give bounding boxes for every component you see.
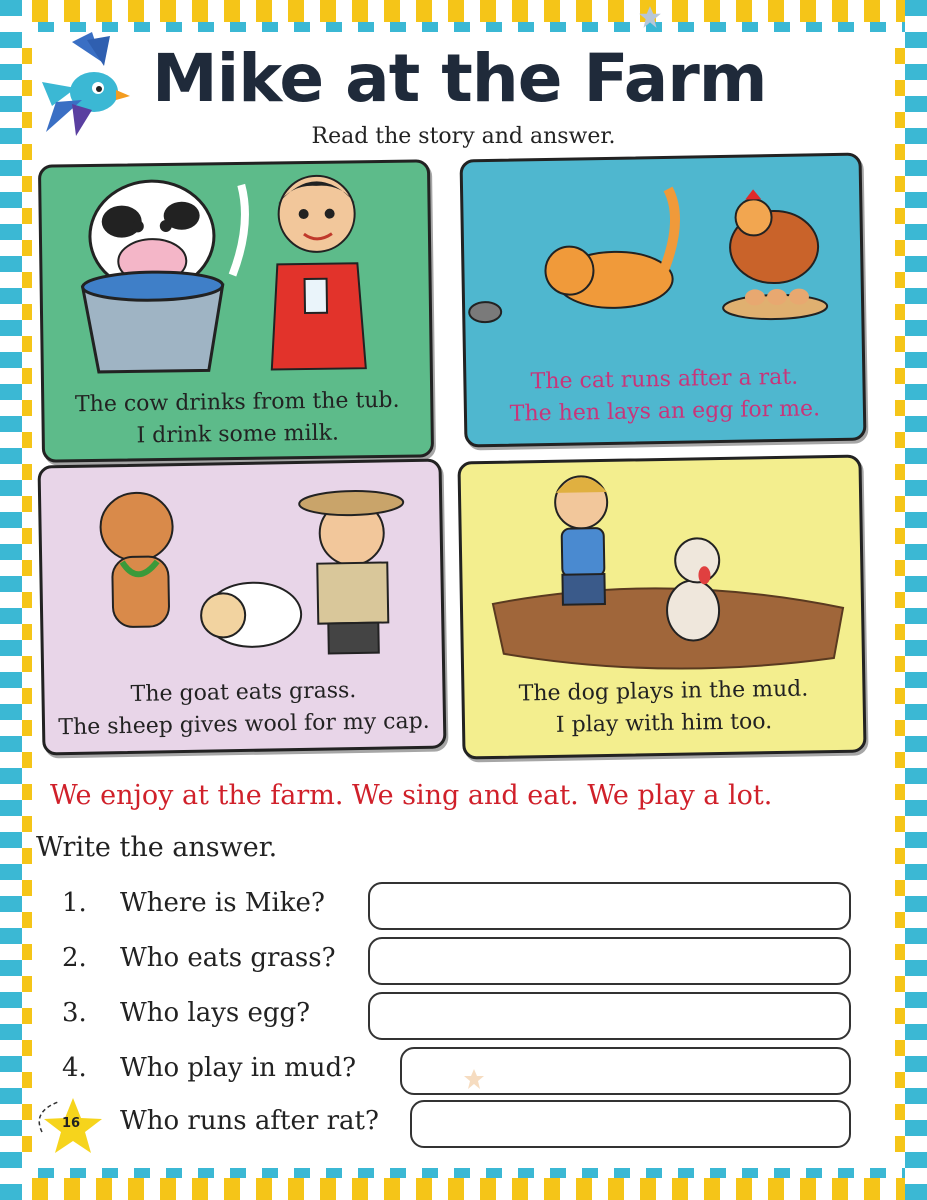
question-number: 1.	[62, 888, 87, 918]
question-row	[32, 992, 895, 1042]
star-icon	[637, 4, 663, 30]
panel-cow-line-2: I drink some milk.	[136, 420, 340, 449]
story-panel-cat	[460, 153, 867, 448]
question-text: Where is Mike?	[120, 888, 325, 918]
question-text: Who runs after rat?	[120, 1106, 379, 1136]
border-inner-left	[22, 32, 32, 1168]
story-panel-dog	[457, 454, 866, 759]
story-panel-cow	[38, 159, 434, 462]
story-summary: We enjoy at the farm. We sing and eat. We play a lot.	[50, 780, 773, 811]
question-row	[32, 937, 895, 987]
answer-box[interactable]	[368, 882, 851, 930]
question-number: 2.	[62, 943, 87, 973]
question-text: Who lays egg?	[120, 998, 311, 1028]
question-row	[32, 882, 895, 932]
question-number: 3.	[62, 998, 87, 1028]
page-title: Mike at the Farm	[152, 40, 767, 117]
page-subtitle: Read the story and answer.	[311, 124, 616, 149]
answer-box[interactable]	[368, 992, 851, 1040]
border-inner-top	[22, 22, 905, 32]
border-inner-bottom	[22, 1168, 905, 1178]
worksheet-page	[32, 32, 895, 1168]
answer-box[interactable]	[368, 937, 851, 985]
question-number: 4.	[62, 1053, 87, 1083]
panel-dog-line-1: The dog plays in the mud.	[518, 676, 809, 707]
border-left	[0, 0, 22, 1200]
border-top	[0, 0, 927, 22]
answer-box[interactable]	[410, 1100, 851, 1148]
instruction-heading: Write the answer.	[36, 832, 278, 863]
question-row	[32, 1100, 895, 1150]
border-right	[905, 0, 927, 1200]
question-text: Who play in mud?	[120, 1053, 357, 1083]
panel-cow-line-1: The cow drinks from the tub.	[74, 387, 400, 418]
star-icon	[462, 1067, 486, 1091]
page-number: 16	[62, 1116, 81, 1131]
question-text: Who eats grass?	[120, 943, 336, 973]
panel-goat-line-2: The sheep gives wool for my cap.	[58, 708, 430, 741]
border-bottom	[0, 1178, 927, 1200]
panel-cat-line-1: The cat runs after a rat.	[530, 364, 799, 395]
border-inner-right	[895, 32, 905, 1168]
story-panel-goat	[38, 458, 447, 755]
panel-cat-line-2: The hen lays an egg for me.	[509, 396, 821, 427]
page-number-badge	[38, 1092, 108, 1162]
panel-goat-line-1: The goat eats grass.	[130, 678, 357, 707]
panel-dog-line-2: I play with him too.	[555, 709, 773, 738]
